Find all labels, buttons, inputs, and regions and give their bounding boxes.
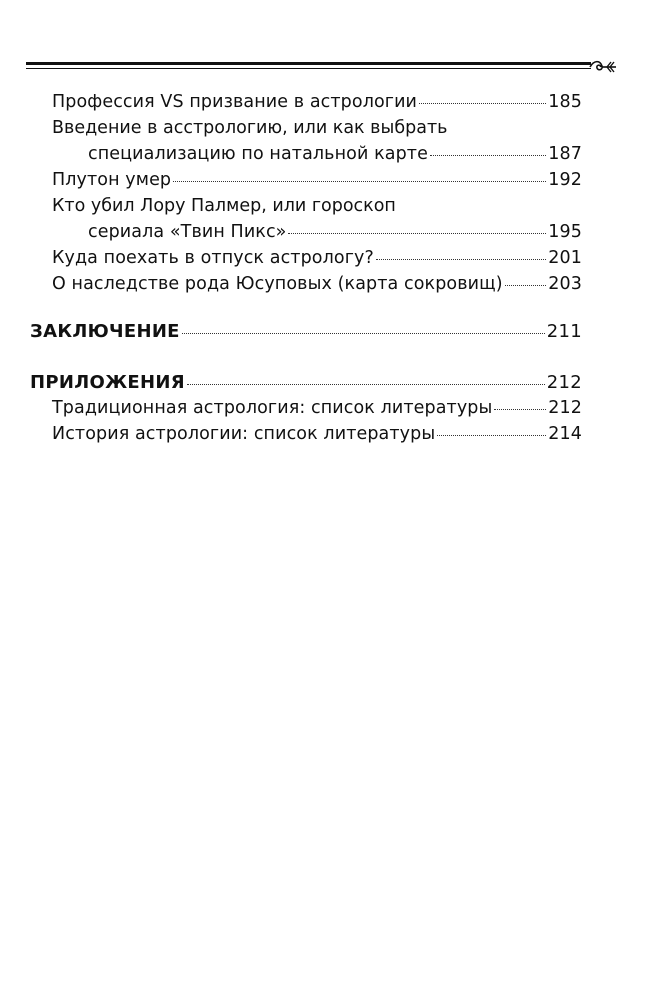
flourish-ornament-icon: [588, 58, 618, 76]
toc-entry-page: 185: [548, 92, 582, 112]
toc-entry-title: О наследстве рода Юсуповых (карта сокровищ): [52, 274, 503, 294]
dot-leader: [430, 155, 546, 156]
toc-section-title: ПРИЛОЖЕНИЯ: [30, 372, 185, 393]
toc-entry-page: 187: [548, 144, 582, 164]
toc-entry: [88, 222, 582, 242]
header-rule: [26, 62, 591, 74]
toc-entry-title: Традиционная астрология: список литературы: [52, 398, 493, 418]
header-rule-thick: [26, 62, 591, 65]
toc-section-page: 212: [546, 372, 582, 393]
toc-entry-title: История астрологии: список литературы: [52, 424, 436, 444]
toc-entry: [52, 92, 582, 112]
toc-section-title: ЗАКЛЮЧЕНИЕ: [30, 321, 180, 342]
dot-leader: [288, 233, 546, 234]
toc-entry-page: 195: [548, 222, 582, 242]
toc-section: [30, 372, 582, 393]
dot-leader: [505, 285, 547, 286]
toc-entry: [52, 424, 582, 444]
toc-entry-page: 192: [548, 170, 582, 190]
toc-entry: [52, 274, 582, 294]
dot-leader: [437, 435, 546, 436]
toc-entry-title: специализацию по натальной карте: [88, 144, 428, 164]
dot-leader: [187, 384, 545, 385]
dot-leader: [182, 333, 545, 334]
toc-entry-page: 201: [548, 248, 582, 268]
toc-entry-page: 203: [548, 274, 582, 294]
toc-section-page: 211: [546, 321, 582, 342]
toc-entry-title-line1: Введение в асстрологию, или как выбрать: [52, 118, 448, 138]
toc-entry: [88, 144, 582, 164]
toc-entry: [52, 248, 582, 268]
toc-entry-title: Куда поехать в отпуск астрологу?: [52, 248, 374, 268]
toc-entry: [52, 398, 582, 418]
toc-entry-title: Профессия VS призвание в астрологии: [52, 92, 418, 112]
toc-entry-title: Плутон умер: [52, 170, 172, 190]
toc-entry-page: 212: [548, 398, 582, 418]
toc-entry-title: сериала «Твин Пикс»: [88, 222, 287, 242]
toc-entry: [52, 170, 582, 190]
toc-entry-title-line1: Кто убил Лору Палмер, или гороскоп: [52, 196, 396, 216]
dot-leader: [173, 181, 546, 182]
toc-section: [30, 321, 582, 342]
toc-entry-page: 214: [548, 424, 582, 444]
dot-leader: [376, 259, 546, 260]
header-rule-thin: [26, 68, 591, 69]
dot-leader: [494, 409, 546, 410]
dot-leader: [419, 103, 546, 104]
